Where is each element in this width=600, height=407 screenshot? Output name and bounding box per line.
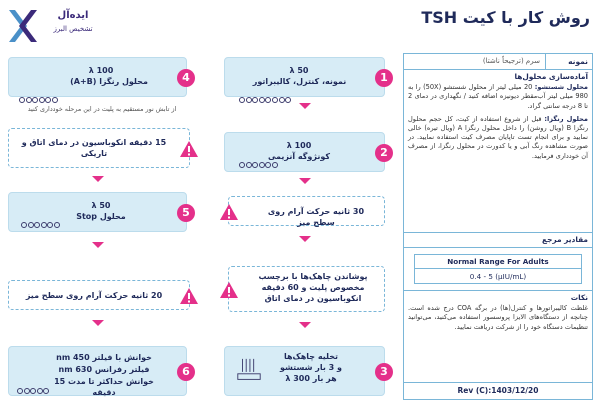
step-3-card <box>224 346 388 396</box>
well-strip-icon <box>19 88 59 96</box>
step-number-badge: 3 <box>375 363 393 381</box>
step-1-card <box>224 57 388 97</box>
arrow-down-icon <box>92 242 104 248</box>
step-number-badge: 2 <box>375 144 393 162</box>
step-number-badge: 4 <box>177 69 195 87</box>
incubation-c-card <box>8 128 190 168</box>
step-6-line3: خوانش حداکثر تا مدت 15 دقیقه <box>54 377 154 397</box>
brand-logo <box>6 6 106 48</box>
step-4-card <box>8 57 190 97</box>
warning-icon <box>219 203 239 221</box>
notes-section <box>404 290 592 334</box>
incubation-a-card <box>228 196 385 226</box>
well-strip-icon <box>239 153 279 161</box>
step-4-volume: 100 λ <box>88 66 114 75</box>
step-5-card <box>8 192 190 232</box>
arrow-down-icon <box>299 322 311 328</box>
step-6-line2: فیلتر رفرانس 630 nm <box>58 365 150 374</box>
washer-icon <box>235 357 263 385</box>
step-number-badge: 6 <box>177 363 195 381</box>
ref-heading: مقادیر مرجع <box>404 232 592 248</box>
step-2-volume: 100 λ <box>286 141 312 150</box>
color-paragraph <box>408 115 588 161</box>
warning-icon <box>179 287 199 305</box>
page-title: روش کار با کیت TSH <box>421 8 590 27</box>
sample-label: نمونه <box>568 57 588 66</box>
wash-paragraph <box>408 83 588 111</box>
well-strip-icon <box>21 213 61 221</box>
revision-label: Rev (C):1403/12/20 <box>404 382 592 399</box>
light-warning-note: از تابش نور مستقیم به پلیت در این مرحله خودداری کنید <box>27 105 177 113</box>
incubation-b-card <box>228 266 385 312</box>
sample-value: سرم (ترجیحاً ناشتا) <box>482 57 540 65</box>
prep-section <box>404 72 592 161</box>
incubation-d-text: 20 ثانیه حرکت آرام روی سطح میز <box>25 291 163 300</box>
ref-value: 0.4 - 5 (μIU/mL) <box>469 272 527 281</box>
notes-heading: نکات <box>570 293 588 302</box>
arrow-down-icon <box>299 103 311 109</box>
brand-mark-icon <box>6 6 40 46</box>
prep-heading: آماده‌سازی محلول‌ها <box>514 72 588 81</box>
step-1-volume: 50 λ <box>289 66 309 75</box>
incubation-b-text: پوشاندن چاهک‌ها با برچسب مخصوص پلیت و 60 دقیقه انکوباسیون در دمای اتاق <box>258 272 368 303</box>
incubation-c-text: 15 دقیقه انکوباسیون در دمای اتاق و تاریکی <box>21 138 167 158</box>
step-number-badge: 5 <box>177 204 195 222</box>
step-4-label: محلول رنگزا (A+B) <box>70 77 148 86</box>
warning-icon <box>219 281 239 299</box>
step-5-label: محلول Stop <box>76 212 126 221</box>
info-panel <box>403 53 593 400</box>
wash-text: 20 میلی لیتر از محلول شستشو (50X) را به 980 میلی لیتر آب‌مقطر دیونیزه اضافه کنید / نگهداری در دمای 2 تا 8 درجه سانتی گراد. <box>408 83 588 110</box>
notes-text: غلظت کالیبراتورها و کنترل(ها) در برگه COA درج شده است. چنانچه از دستگاه‌های الایزا پروسسور استفاده می‌کنید، می‌توانید تنظیمات دستگاه خود را از شرکت دریافت نمایید. <box>408 304 588 331</box>
step-6-line1: خوانش با فیلتر 450 nm <box>56 353 152 362</box>
arrow-down-icon <box>299 178 311 184</box>
well-strip-icon <box>239 88 292 96</box>
step-3-line2: و 3 بار شستشو <box>280 363 342 372</box>
arrow-down-icon <box>299 236 311 242</box>
step-3-line3: هر بار 300 λ <box>285 374 337 383</box>
step-number-badge: 1 <box>375 69 393 87</box>
wash-label: محلول شستشو: <box>534 83 588 92</box>
color-label: محلول رنگزا: <box>544 114 588 123</box>
divider <box>545 54 546 70</box>
ref-header: Normal Range For Adults <box>415 257 581 269</box>
step-2-card <box>224 132 388 172</box>
step-3-line1: تخلیه چاهک‌ها <box>284 352 338 361</box>
ref-table <box>414 254 582 284</box>
color-text: قبل از شروع استفاده از کیت، کل حجم محلول رنگزا B (ویال روشن) را داخل محلول رنگزا A (ویال تیره) خالی نمایید و برای انجام تست تاپایان مصرف کیت استفاده نمایید. در صورت مشاهده رنگ آبی و یا کدورت در محلول رنگزا، از مصرف آن خودداری فرمایید. <box>408 114 589 160</box>
step-1-label: نمونه، کنترل، کالیبراتور <box>252 77 347 86</box>
warning-icon <box>179 140 199 158</box>
arrow-down-icon <box>92 320 104 326</box>
incubation-d-card <box>8 280 190 310</box>
arrow-down-icon <box>92 176 104 182</box>
incubation-a-text: 30 ثانیه حرکت آرام روی سطح میز <box>267 207 365 227</box>
step-2-label: کونژوگه آنزیمی <box>267 152 331 161</box>
sample-row <box>404 54 592 70</box>
step-6-card <box>8 346 190 397</box>
well-strip-icon <box>17 379 50 387</box>
step-5-volume: 50 λ <box>91 201 111 210</box>
brand-name: ایده‌آل <box>57 10 89 21</box>
brand-subtitle: تشخیص البرز <box>53 25 93 33</box>
